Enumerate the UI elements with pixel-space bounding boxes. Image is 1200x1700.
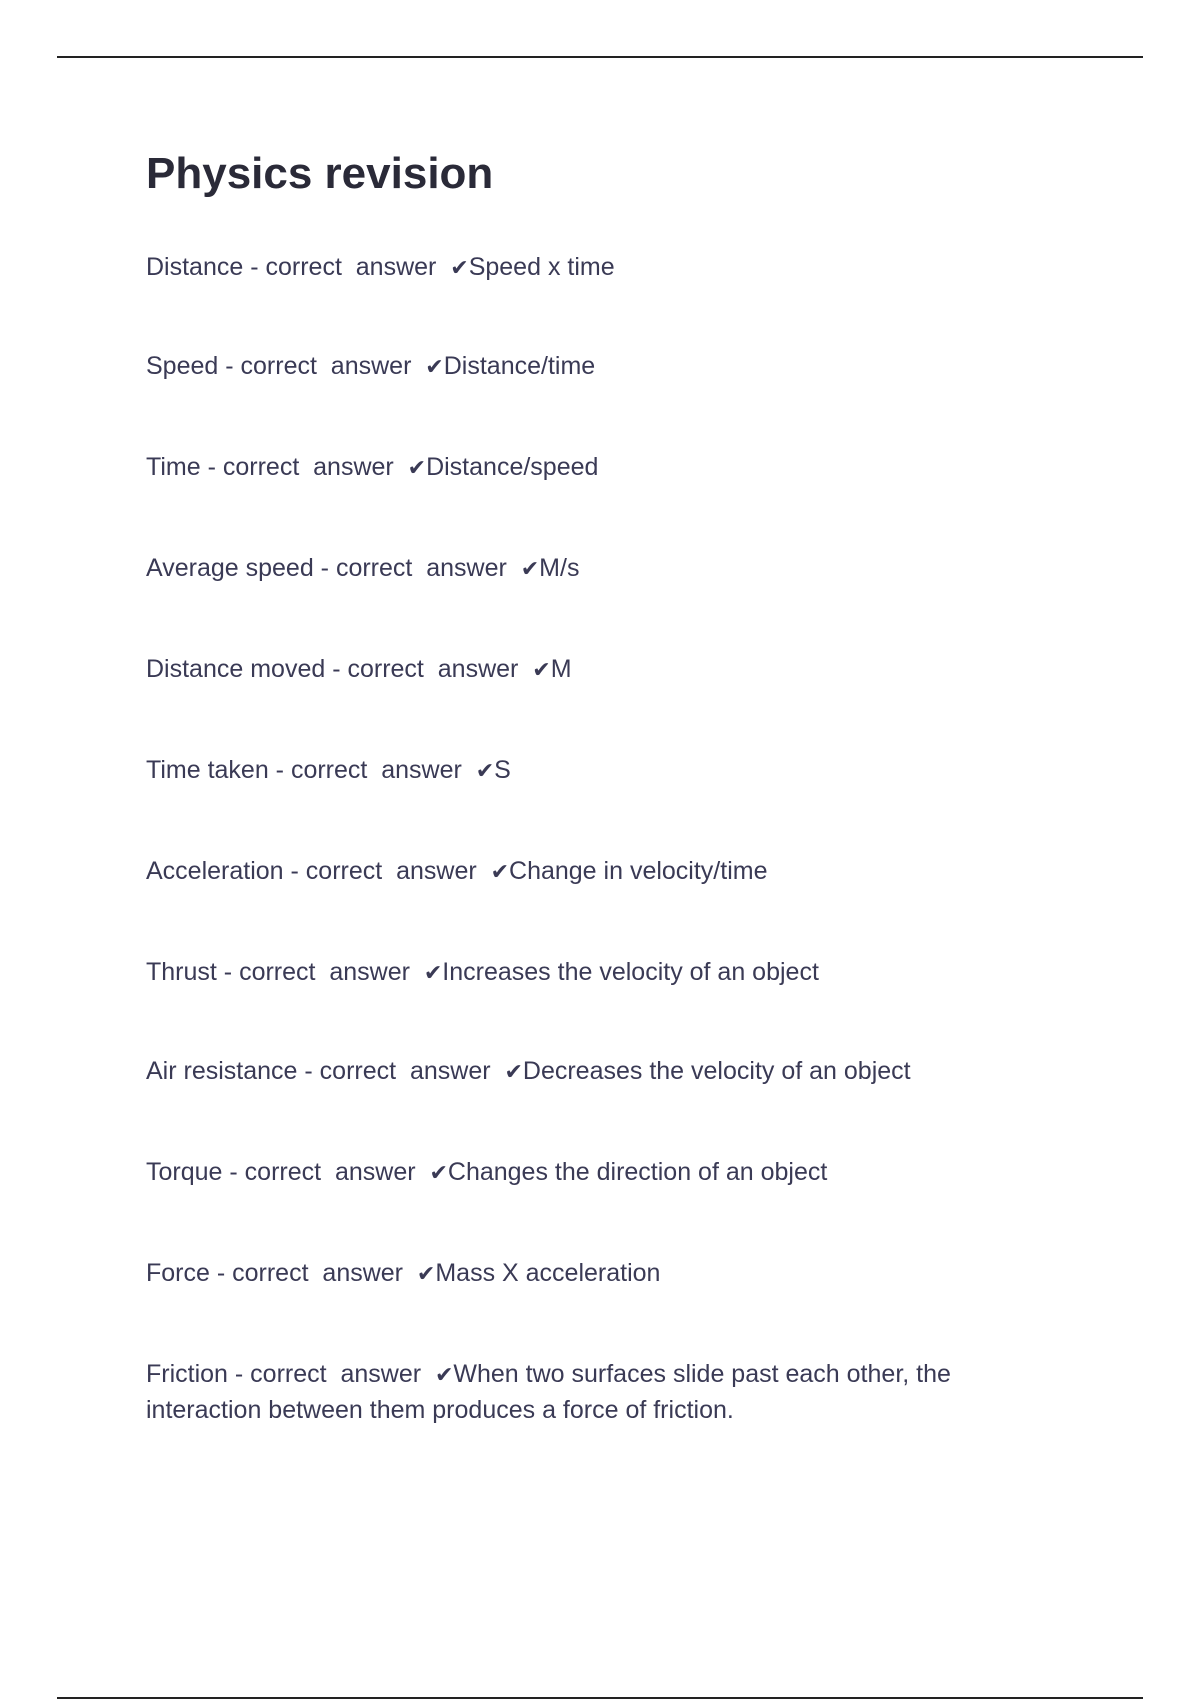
qa-entry	[146, 450, 1046, 486]
qa-entry	[146, 753, 1046, 789]
entry-term: Speed	[146, 352, 219, 380]
qa-entry	[146, 1256, 1046, 1292]
check-icon: ✔	[520, 557, 540, 582]
check-icon: ✔	[450, 256, 469, 281]
entry-answer: Changes the direction of an object	[447, 1158, 828, 1186]
qa-entry	[146, 955, 1046, 991]
entry-separator: - correct answer	[216, 958, 424, 986]
qa-entry	[146, 349, 1046, 385]
entry-separator: - correct answer	[297, 1057, 505, 1085]
entry-term: Average speed	[146, 554, 314, 582]
entry-separator: - correct answer	[218, 352, 426, 380]
entry-term: Acceleration	[146, 857, 284, 885]
entry-term: Force	[146, 1259, 210, 1287]
page-title: Physics revision	[146, 149, 494, 198]
qa-entry	[146, 652, 1046, 688]
entry-term: Time	[146, 453, 201, 481]
entry-separator: - correct answer	[222, 1158, 430, 1186]
entry-answer: M	[550, 655, 572, 683]
entry-separator: - correct answer	[243, 253, 451, 281]
check-icon: ✔	[504, 1060, 523, 1085]
entry-separator: - correct answer	[227, 1360, 435, 1388]
entry-separator: - correct answer	[209, 1259, 417, 1287]
top-rule	[57, 56, 1143, 58]
check-icon: ✔	[423, 961, 443, 986]
entry-term: Friction	[146, 1360, 228, 1388]
entry-separator: - correct answer	[200, 453, 408, 481]
entry-term: Thrust	[146, 958, 217, 986]
qa-entry	[146, 1357, 1046, 1428]
entry-answer: S	[494, 756, 511, 784]
entry-answer: Distance/speed	[426, 453, 599, 481]
entry-term: Distance moved	[146, 655, 326, 683]
entry-answer: Decreases the velocity of an object	[522, 1057, 911, 1085]
entry-answer: Increases the velocity of an object	[442, 958, 819, 986]
entry-answer: Distance/time	[443, 352, 596, 380]
entry-term: Air resistance	[146, 1057, 298, 1085]
entry-answer: M/s	[539, 554, 580, 582]
entry-term: Torque	[146, 1158, 223, 1186]
entry-answer: Speed x time	[468, 253, 615, 281]
qa-entry	[146, 250, 1046, 286]
qa-entry	[146, 1054, 1046, 1090]
check-icon: ✔	[429, 1161, 448, 1186]
entry-separator: - correct answer	[268, 756, 476, 784]
check-icon: ✔	[434, 1363, 454, 1388]
entry-answer: When two surfaces slide past each other, the interaction between them produces a force of friction.	[146, 1360, 958, 1424]
check-icon: ✔	[490, 860, 510, 885]
qa-entry	[146, 1155, 1046, 1191]
entry-separator: - correct answer	[313, 554, 521, 582]
check-icon: ✔	[425, 355, 444, 380]
qa-entry	[146, 854, 1046, 890]
entry-term: Distance	[146, 253, 244, 281]
entry-separator: - correct answer	[283, 857, 491, 885]
qa-entry	[146, 551, 1046, 587]
check-icon: ✔	[407, 456, 427, 481]
entry-separator: - correct answer	[325, 655, 533, 683]
check-icon: ✔	[416, 1262, 436, 1287]
check-icon: ✔	[532, 658, 551, 683]
bottom-rule	[57, 1697, 1143, 1699]
entry-answer: Mass X acceleration	[435, 1259, 661, 1287]
entry-answer: Change in velocity/time	[509, 857, 768, 885]
check-icon: ✔	[475, 759, 495, 784]
entry-term: Time taken	[146, 756, 269, 784]
